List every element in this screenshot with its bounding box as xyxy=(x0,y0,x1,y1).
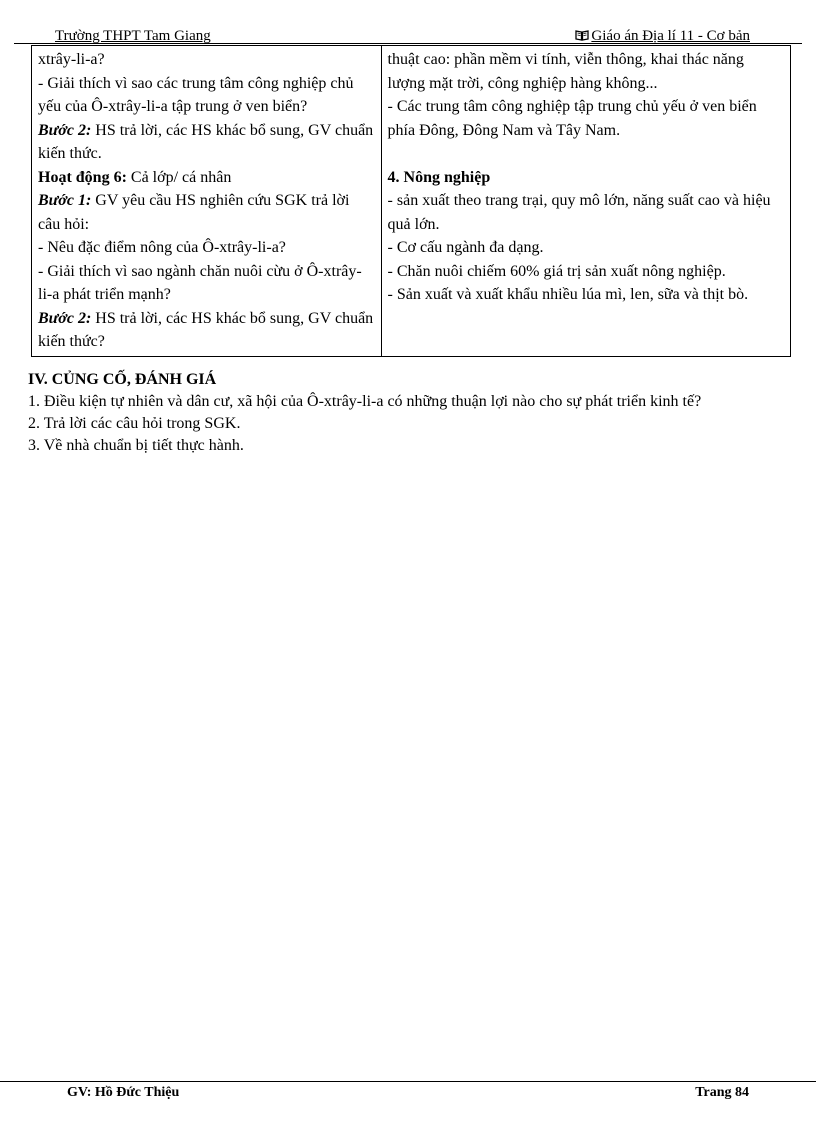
table-row xyxy=(32,46,791,357)
left-text-2: - Giải thích vì sao các trung tâm công nghiệp chủ yếu của Ô-xtrây-li-a tập trung ở ven biển? xyxy=(38,74,354,115)
review-heading: IV. CỦNG CỐ, ĐÁNH GIÁ xyxy=(28,371,217,388)
right-text-5: - Cơ cấu ngành đa dạng. xyxy=(387,239,544,256)
section-heading-agriculture: 4. Nông nghiệp xyxy=(387,168,491,186)
left-text-7: - Giải thích vì sao ngành chăn nuôi cừu ở Ô-xtrây-li-a phát triển mạnh? xyxy=(38,262,362,303)
step-label: Bước 1: xyxy=(38,192,92,209)
school-name: Trường THPT Tam Giang xyxy=(55,28,211,44)
right-text-4: - sản xuất theo trang trại, quy mô lớn, năng suất cao và hiệu quả lớn. xyxy=(387,192,771,233)
left-text-6: - Nêu đặc điểm nông của Ô-xtrây-li-a? xyxy=(38,239,286,256)
step-1-line xyxy=(38,189,375,236)
left-text-1: xtrây-li-a? xyxy=(38,51,105,68)
review-item: 1. Điều kiện tự nhiên và dân cư, xã hội của Ô-xtrây-li-a có những thuận lợi nào cho sự phát triển kinh tế? xyxy=(28,393,702,410)
activity-label: Hoạt động 6: xyxy=(38,168,127,186)
review-item: 3. Về nhà chuẩn bị tiết thực hành. xyxy=(28,437,244,454)
review-item: 2. Trả lời các câu hỏi trong SGK. xyxy=(28,415,241,432)
step-text: GV yêu cầu HS nghiên cứu SGK trả lời câu hỏi: xyxy=(38,192,350,233)
footer-rule xyxy=(0,1081,816,1082)
step-label: Bước 2: xyxy=(38,309,92,327)
page-number: Trang 84 xyxy=(695,1085,749,1100)
page-footer xyxy=(0,1081,816,1105)
step-text: HS trả lời, các HS khác bổ sung, GV chuẩn kiến thức. xyxy=(38,121,374,162)
step-2-line xyxy=(38,119,375,166)
spacer xyxy=(388,142,784,166)
author-name: GV: Hồ Đức Thiệu xyxy=(67,1085,180,1100)
teacher-activity-cell xyxy=(32,46,382,357)
right-text-1: thuật cao: phần mềm vi tính, viễn thông, khai thác năng lượng mặt trời, công nghiệp hàng không... xyxy=(387,51,744,92)
right-text-2: - Các trung tâm công nghiệp tập trung chủ yếu ở ven biển phía Đông, Đông Nam và Tây Nam. xyxy=(387,98,757,139)
right-text-7: - Sản xuất và xuất khẩu nhiều lúa mì, len, sữa và thịt bò. xyxy=(387,286,749,303)
document-title-text: Giáo án Địa lí 11 - Cơ bản xyxy=(591,28,750,44)
review-section xyxy=(28,369,790,457)
lesson-table xyxy=(31,45,791,357)
header-rule xyxy=(14,43,802,44)
right-text-6: - Chăn nuôi chiếm 60% giá trị sản xuất nông nghiệp. xyxy=(387,262,726,280)
step-label: Bước 2: xyxy=(38,121,92,139)
page-header xyxy=(0,26,816,44)
activity-text: Cả lớp/ cá nhân xyxy=(126,168,232,186)
content-cell xyxy=(381,46,790,357)
step-text: HS trả lời, các HS khác bổ sung, GV chuẩn kiến thức? xyxy=(38,309,374,350)
activity-6-line xyxy=(38,166,375,190)
step-2b-line xyxy=(38,307,375,354)
